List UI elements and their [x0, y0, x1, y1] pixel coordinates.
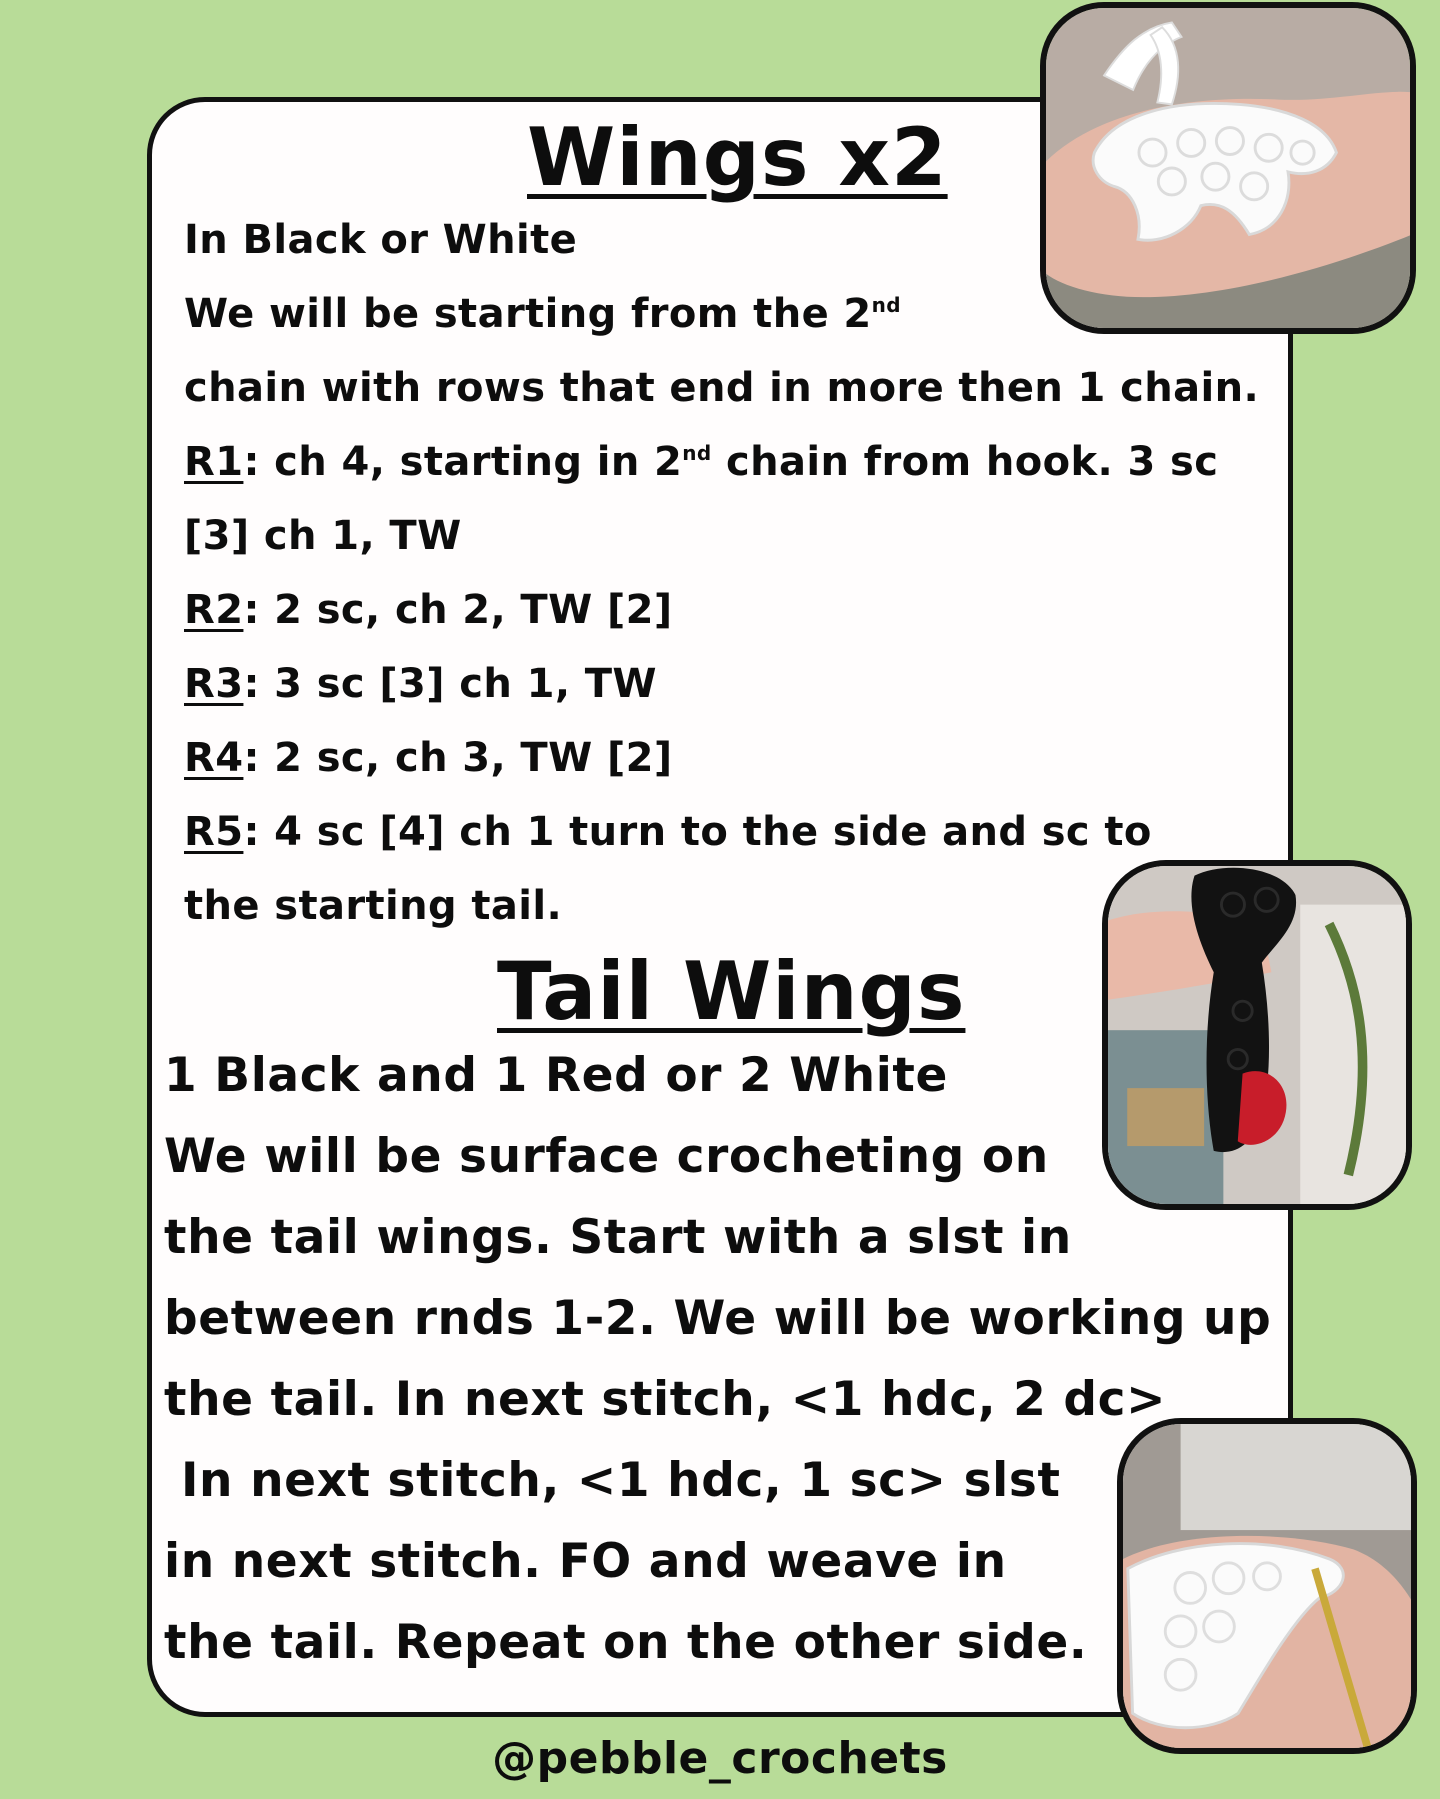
tail-wings-line-5: the tail. In next stitch, <1 hdc, 2 dc> [164, 1372, 1167, 1427]
row-5-label: R5 [184, 809, 244, 855]
tail-wings-line-1: 1 Black and 1 Red or 2 White [164, 1048, 948, 1103]
wings-intro-line-2: chain with rows that end in more then 1 chain. [184, 365, 1260, 411]
tail-wings-line-3: the tail wings. Start with a slst in [164, 1210, 1072, 1265]
white-wing-photo [1040, 2, 1416, 334]
tail-wings-line-6: In next stitch, <1 hdc, 1 sc> slst [164, 1453, 1061, 1508]
tail-wings-line-8: the tail. Repeat on the other side. [164, 1615, 1088, 1670]
row-4-label: R4 [184, 735, 244, 781]
row-5-continued: the starting tail. [184, 883, 563, 929]
row-1: R1: ch 4, starting in 2nd chain from hook. 3 sc [184, 439, 1219, 485]
row-4: R4: 2 sc, ch 3, TW [2] [184, 735, 673, 781]
tail-wings-heading: Tail Wings [497, 945, 966, 1038]
row-5: R5: 4 sc [4] ch 1 turn to the side and sc to [184, 809, 1152, 855]
row-3: R3: 3 sc [3] ch 1, TW [184, 661, 657, 707]
row-1-label: R1 [184, 439, 244, 485]
tail-wings-line-4: between rnds 1-2. We will be working up [164, 1291, 1272, 1346]
tail-wings-line-7: in next stitch. FO and weave in [164, 1534, 1007, 1589]
wings-heading: Wings x2 [527, 111, 948, 204]
author-handle: @pebble_crochets [492, 1733, 948, 1784]
white-tail-hook-photo [1117, 1418, 1417, 1754]
row-2-label: R2 [184, 587, 244, 633]
row-2: R2: 2 sc, ch 2, TW [2] [184, 587, 673, 633]
wings-color-line: In Black or White [184, 217, 578, 263]
row-1-continued: [3] ch 1, TW [184, 513, 462, 559]
tail-wings-line-2: We will be surface crocheting on [164, 1129, 1049, 1184]
black-red-tail-photo [1102, 860, 1412, 1210]
wings-intro-line-1: We will be starting from the 2nd [184, 291, 902, 337]
row-3-label: R3 [184, 661, 244, 707]
